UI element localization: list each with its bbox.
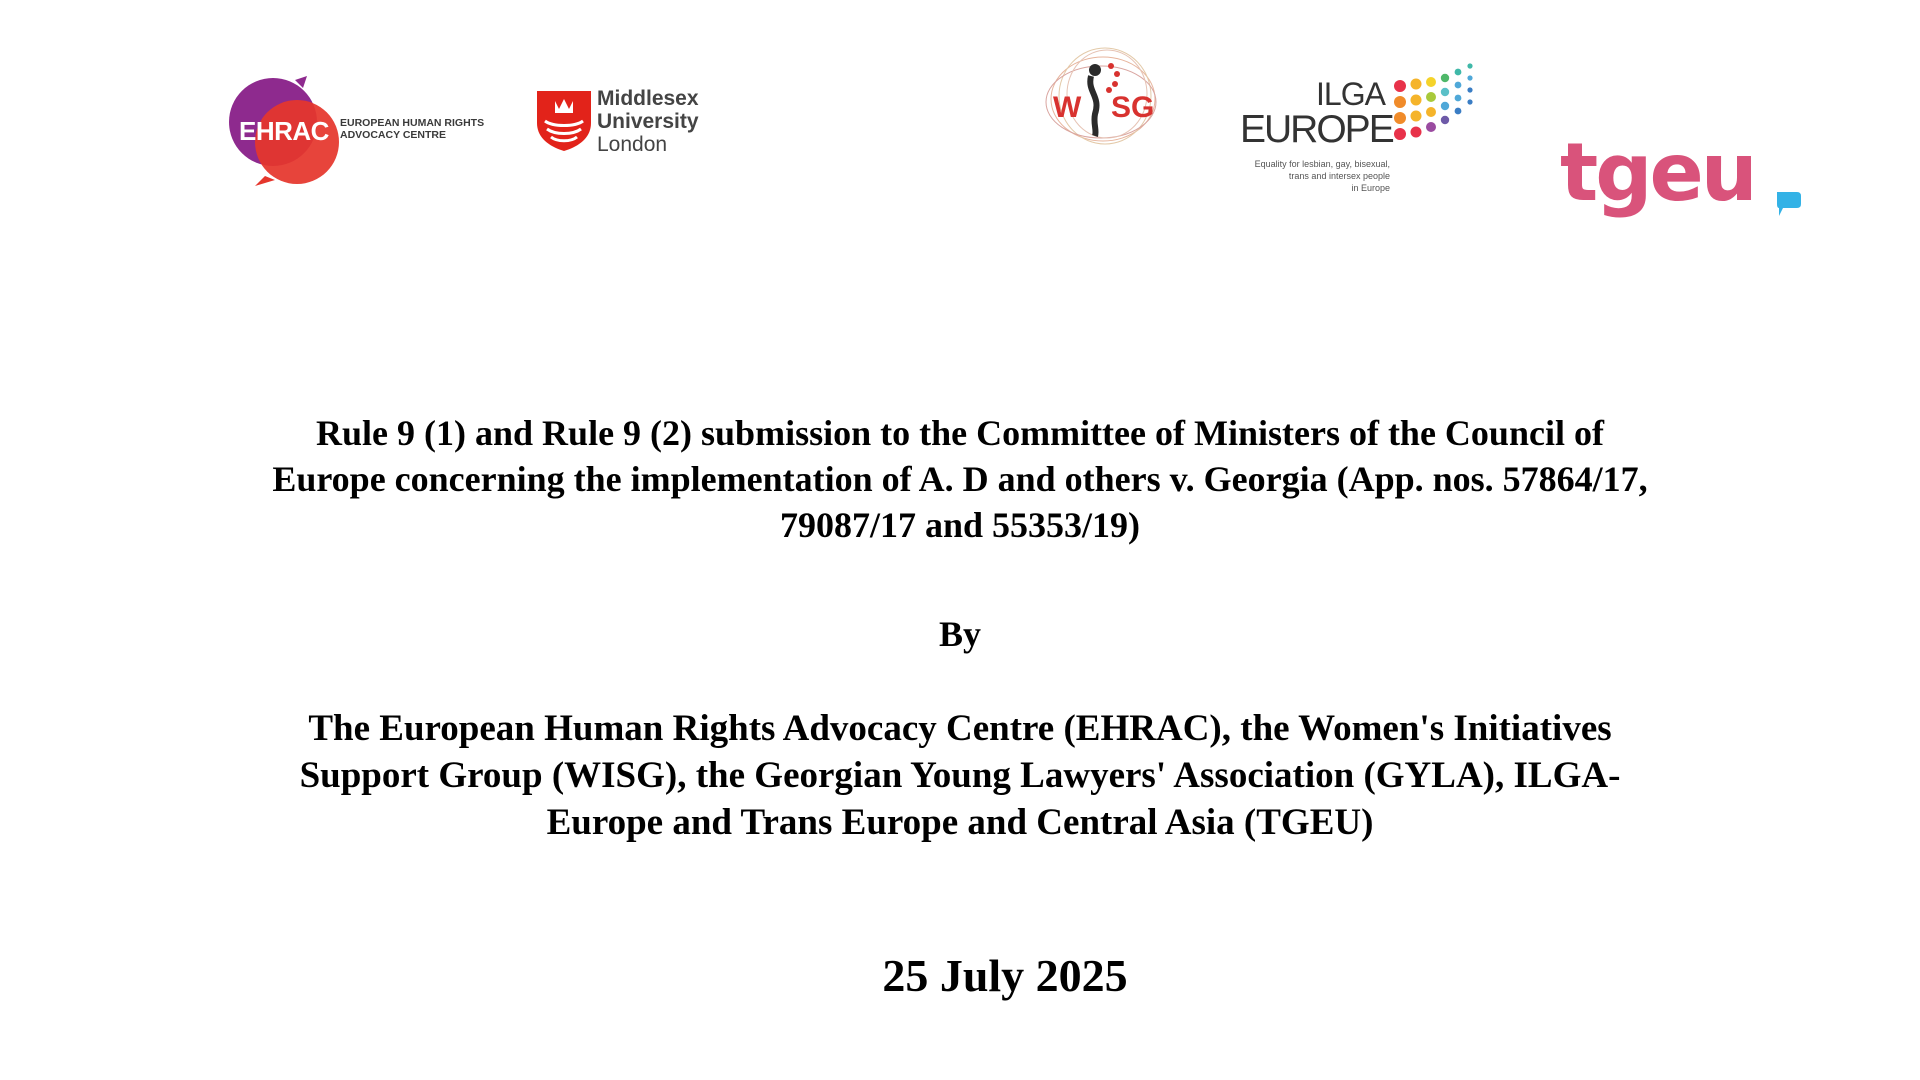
ehrac-logo bbox=[225, 76, 485, 188]
tgeu-speech-dot-icon bbox=[1773, 190, 1803, 218]
authors-line: Support Group (WISG), the Georgian Young Lawyers' Association (GYLA), ILGA- bbox=[299, 755, 1621, 796]
ilga-europe-logo bbox=[1240, 58, 1490, 198]
middlesex-wordmark: Middlesex University London bbox=[597, 87, 699, 156]
europe-wordmark: EUROPE bbox=[1240, 108, 1393, 151]
authors-list bbox=[160, 705, 1760, 846]
document-title-line: 79087/17 and 55353/19) bbox=[779, 505, 1141, 545]
ilga-rainbow-dots-icon bbox=[1392, 58, 1482, 158]
tgeu-wordmark: tgeu bbox=[1560, 126, 1755, 219]
middlesex-shield-icon bbox=[535, 87, 593, 153]
wisg-logo bbox=[1043, 44, 1165, 152]
ehrac-subtitle: EUROPEAN HUMAN RIGHTS ADVOCACY CENTRE bbox=[340, 117, 485, 141]
wisg-letters-sg: SG bbox=[1111, 91, 1155, 124]
document-date: 25 July 2025 bbox=[882, 950, 1128, 1001]
by-label: By bbox=[938, 614, 981, 654]
authors-line: The European Human Rights Advocacy Centre (EHRAC), the Women's Initiatives bbox=[308, 708, 1612, 749]
wisg-letter-w: W bbox=[1053, 91, 1082, 124]
authors-line: Europe and Trans Europe and Central Asia (TGEU) bbox=[546, 802, 1374, 843]
document-title-line: Europe concerning the implementation of A. D and others v. Georgia (App. nos. 57864/17, bbox=[272, 459, 1648, 499]
ehrac-wordmark: EHRAC bbox=[239, 116, 329, 146]
tgeu-logo bbox=[1560, 128, 1810, 238]
ilga-tagline: Equality for lesbian, gay, bisexual, trans and intersex people in Europe bbox=[1254, 159, 1390, 193]
ilga-wordmark: ILGA bbox=[1316, 76, 1385, 112]
document-title-line: Rule 9 (1) and Rule 9 (2) submission to the Committee of Ministers of the Council of bbox=[316, 413, 1604, 453]
document-title bbox=[160, 410, 1760, 548]
middlesex-university-logo bbox=[535, 87, 715, 157]
